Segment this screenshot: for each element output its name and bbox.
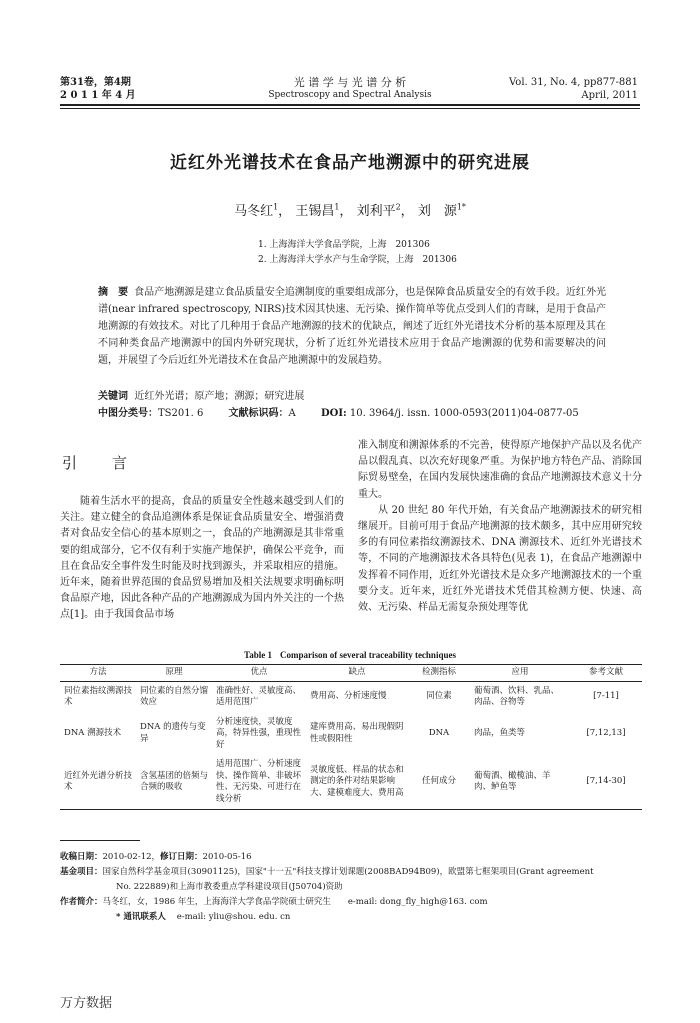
journal-name-cn: 光 谱 学 与 光 谱 分 析 — [293, 76, 407, 89]
volume-issue: 第31卷，第4期 — [60, 77, 131, 88]
table-row — [60, 713, 642, 756]
author-list: 马冬红$^1$， 王锡昌$^1$， 刘利平$^2$， 刘 源$^{1*}$ — [234, 202, 466, 219]
doi-label: DOI: — [320, 408, 347, 419]
paper-title: 近红外光谱技术在食品产地溯源中的研究进展 — [170, 153, 530, 173]
table-cell: DNA 的遗传与变异 — [140, 722, 206, 744]
table-cell: 同位素的自然分馏效应 — [140, 685, 209, 707]
running-header-right — [509, 76, 638, 102]
table-header-cell: 参考文献 — [570, 665, 642, 682]
body-left-column — [60, 494, 344, 624]
table-header-cell: 方法 — [60, 665, 136, 682]
corresponding-label: * 通讯联系人 — [116, 912, 166, 922]
table-header-cell: 优点 — [212, 665, 306, 682]
table-cell: DNA — [428, 728, 450, 738]
paragraph: 随着生活水平的提高，食品的质量安全性越来越受到人们的关注。建立健全的食品追溯体系是保证食品质量安全、增强消费者对食品安全信心的基本原则之一，食品的产地溯源是其非常重要的组成部分，它不仅有利于实施产地保护，确保公平竞争，而且在食品安全事件发生时能及时找到源头，并采取相应的措施。近年来，随着世界范围的食品贸易增加及相关法规要求明确标明食品原产地，因此各种产品的产地溯源成为国内外关注的一个热点[1]。由于我国食品市场 — [60, 496, 344, 621]
table-cell: 葡萄酒、饮料、乳品、肉品、谷物等 — [474, 685, 560, 707]
revised-label: 修订日期： — [160, 852, 203, 862]
clc-code: TS201. 6 — [158, 408, 204, 419]
doc-code: A — [288, 408, 296, 419]
table-cell: 灵敏度低、样品的状态和测定的条件对结果影响大、建模难度大、费用高 — [306, 755, 408, 810]
publish-date-en: April, 2011 — [581, 90, 638, 101]
funding-continued: No. 222889)和上海市教委重点学科建设项目(J50704)资助 — [116, 882, 343, 892]
abstract-label: 摘 要 — [98, 287, 129, 298]
watermark-text: 万方数据 — [60, 996, 113, 1011]
author-affil-mark: 2 — [395, 202, 401, 212]
received-dates — [60, 850, 650, 865]
classification-line — [98, 405, 608, 422]
affiliations — [258, 238, 457, 268]
table-row — [60, 755, 642, 810]
table-row — [60, 681, 642, 713]
table-cell: DNA 溯源技术 — [64, 728, 122, 738]
table-cell: 建库费用高、易出现假阴性或假阳性 — [310, 722, 404, 744]
author-name: 王锡昌 — [295, 204, 335, 219]
funding — [60, 865, 650, 880]
journal-name-en: Spectroscopy and Spectral Analysis — [268, 90, 432, 100]
abstract — [98, 284, 606, 369]
table-header-cell: 原理 — [136, 665, 212, 682]
table-caption — [0, 650, 700, 660]
body-right-column — [358, 438, 642, 616]
volume-pages: Vol. 31, No. 4, pp877-881 — [509, 77, 638, 88]
table-header-cell: 应用 — [470, 665, 570, 682]
author-affil-mark: 1* — [456, 202, 466, 212]
table-cell: [7,14-30] — [570, 755, 642, 810]
keywords-label: 关键词 — [98, 391, 128, 402]
revised-date: 2010-05-16 — [202, 852, 252, 862]
table-cell: 分析速度快，灵敏度高，特异性强，重现性好 — [216, 716, 302, 750]
doc-code-label: 文献标识码： — [228, 408, 289, 419]
comparison-table — [60, 664, 642, 810]
table-cell: 肉品，鱼类等 — [474, 728, 526, 738]
table-label: Table 1 — [244, 650, 272, 660]
table-cell: [7-11] — [593, 691, 619, 702]
bio-label: 作者简介： — [60, 897, 103, 907]
author-name: 马冬红 — [234, 204, 274, 219]
table-cell: 葡萄酒、橄榄油、羊肉、鲈鱼等 — [470, 755, 570, 810]
table-cell: 同位素指纹溯源技术 — [64, 685, 133, 707]
author-bio — [60, 895, 650, 910]
table-cell: 同位素 — [426, 691, 452, 702]
table-header-cell: 检测指标 — [408, 665, 470, 682]
footnote-rule — [60, 840, 140, 841]
abstract-text: 食品产地溯源是建立食品质量安全追溯制度的重要组成部分，也是保障食品质量安全的有效手段。近红外光谱(near infrared spectroscopy, NIRS)技术因其快速、无污染、操作简单等优点受到人们的青睐，是用于食品产地溯源的有效技术。对比了几种用于食品产地溯源的技术的优缺点，阐述了近红外光谱技术分析的基本原理及其在不同种类食品产地溯源中的国内外研究现状，分析了近红外光谱技术应用于食品产地溯源的优势和需要解决的问题，并展望了今后近红外光谱技术在食品产地溯源中的发展趋势。 — [98, 287, 607, 366]
author-affil-mark: 1 — [334, 202, 340, 212]
table-cell: 含氢基团的倍频与合频的吸收 — [136, 755, 212, 810]
table-header-row — [60, 665, 642, 682]
paragraph: 准入制度和溯源体系的不完善，使得原产地保护产品以及名优产品以假乱真、以次充好现象严重。为保护地方特色产品、消除国际贸易壁垒，在国内发展快速准确的食品产地溯源技术意义十分重大。 — [358, 440, 642, 500]
received-label: 收稿日期： — [60, 852, 103, 862]
received-date: 2010-02-12， — [102, 852, 161, 862]
funding-label: 基金项目： — [60, 867, 103, 877]
table-cell: 近红外光谱分析技术 — [60, 755, 136, 810]
keywords — [98, 388, 304, 405]
keywords-text: 近红外光谱；原产地；溯源；研究进展 — [134, 391, 305, 402]
publish-date: 2 0 1 1 年 4 月 — [60, 90, 136, 101]
bio-text: 马冬红，女，1986 年生，上海海洋大学食品学院硕士研究生 e-mail: dong_fly_high@163. com — [102, 897, 488, 907]
table-cell: 费用高、分析速度慢 — [310, 691, 387, 702]
clc-label: 中图分类号： — [98, 408, 158, 419]
table-cell: 准确性好、灵敏度高、适用范围广 — [216, 685, 302, 707]
table-cell: 任何成分 — [408, 755, 470, 810]
doi-value: 10. 3964/j. issn. 1000-0593(2011)04-0877-05 — [349, 408, 579, 419]
footnotes — [60, 850, 650, 925]
table-header-cell: 缺点 — [306, 665, 408, 682]
header-rule — [60, 104, 640, 109]
table-caption-text: Comparison of several traceability techniques — [279, 650, 456, 660]
affiliation-line: 2. 上海海洋大学水产与生命学院，上海 201306 — [258, 255, 457, 265]
affiliation-line: 1. 上海海洋大学食品学院，上海 201306 — [258, 240, 430, 250]
corresponding-email: e-mail: yliu@shou. edu. cn — [176, 912, 291, 922]
paragraph: 从 20 世纪 80 年代开始，有关食品产地溯源技术的研究相继展开。目前可用于食品产地溯源的技术颇多，其中应用研究较多的有同位素指纹溯源技术、DNA 溯源技术、近红外光谱技术等，不同的产地溯源技术各具特色(见表 1)，在食品产地溯源中发挥着不同作用，近红外光谱技术是众多产地溯源技术的一个重要分支。近年来，近红外光谱技术凭借其检测方便、快速、高效、无污染、样品无需复杂预处理等优 — [358, 504, 642, 614]
table-cell: [7,12,13] — [586, 728, 626, 738]
table-cell: 适用范围广、分析速度快、操作简单、非破坏性、无污染、可进行在线分析 — [212, 755, 306, 810]
corresponding-author — [60, 910, 650, 925]
author-name: 刘利平 — [356, 204, 396, 219]
author-affil-mark: 1 — [273, 202, 279, 212]
author-name: 刘 源 — [417, 204, 457, 219]
section-heading-introduction: 引 言 — [62, 454, 138, 472]
funding-text: 国家自然科学基金项目(30901125)，国家"十一五"科技支撑计划课题(2008BAD94B09)，欧盟第七框架项目(Grant agreement — [102, 867, 594, 877]
